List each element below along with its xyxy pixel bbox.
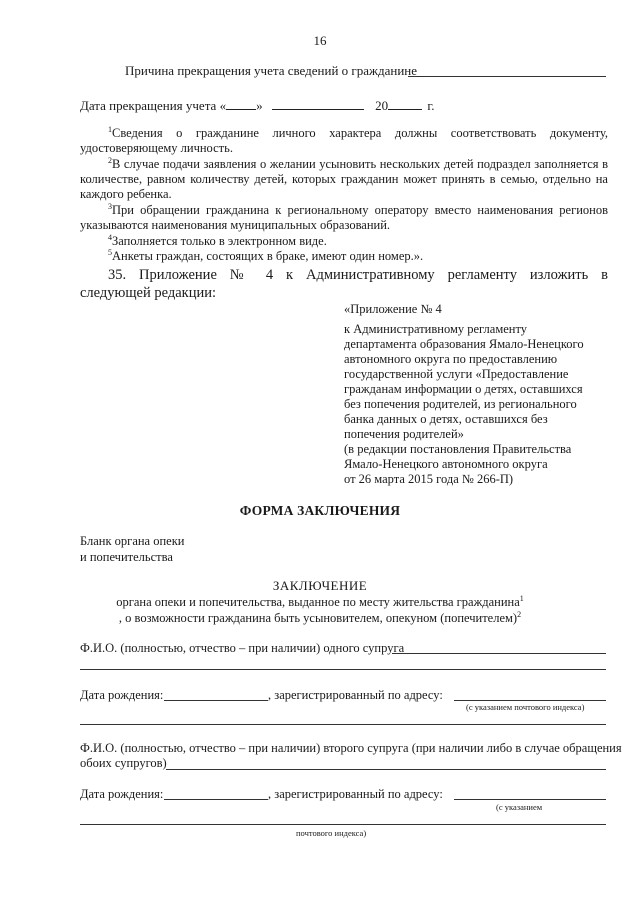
day-blank [226,97,256,110]
date-label-prefix: Дата прекращения учета « [80,98,227,113]
conclusion-sub-2 [0,611,640,626]
fio1-field-line[interactable] [392,653,606,654]
footnote-1-text: Сведения о гражданине личного характера должны соответствовать документу, удостоверяющему личность. [80,126,608,155]
conclusion-heading: ЗАКЛЮЧЕНИЕ [272,578,368,593]
reg2-label: , зарегистрированный по адресу: [268,787,443,801]
reg1-label: , зарегистрированный по адресу: [268,688,443,702]
footnote-2-number: 2 [108,156,112,165]
appendix-line: Ямало-Ненецкого автономного округа [344,457,548,471]
appendix-title: «Приложение № 4 [344,302,442,316]
birth1-field-line[interactable] [164,700,268,701]
birth2-label: Дата рождения: [80,787,164,801]
footnote-5 [80,249,608,264]
blank-line-2: и попечительства [80,550,173,564]
appendix-lines [344,322,584,487]
postal-hint-2a: (с указанием [496,802,543,812]
form-title: ФОРМА ЗАКЛЮЧЕНИЯ [239,503,401,518]
appendix-line: к Административному регламенту [344,322,528,336]
address2-field-line[interactable] [80,824,606,825]
appendix-line: департамента образования Ямало-Ненецкого [344,337,584,351]
footnote-3 [80,203,608,233]
reason-label: Причина прекращения учета сведений о гражданине [125,63,418,78]
blank-line-1: Бланк органа опеки [80,534,185,548]
reg1-field-line[interactable] [454,700,606,701]
conclusion-sub-1 [0,595,640,610]
year-blank [388,97,422,110]
fio1-label: Ф.И.О. (полностью, отчество – при наличии) одного супруга [80,641,405,655]
year-prefix: 20 [375,98,389,113]
appendix-line: автономного округа по предоставлению [344,352,558,366]
appendix-line: без попечения родителей, из регионального [344,397,577,411]
date-label-close: » [256,98,263,113]
reg2-field-line[interactable] [454,799,606,800]
footnote-1-number: 1 [108,125,112,134]
address1-field-line[interactable] [80,724,606,725]
appendix-line: государственной услуги «Предоставление [344,367,569,381]
footnote-4-text: Заполняется только в электронном виде. [112,234,327,248]
fio2-label-line-2: обоих супругов) [80,756,167,770]
footnote-5-number: 5 [108,248,112,257]
postal-hint-2b: почтового индекса) [296,828,367,838]
footnote-5-text: Анкеты граждан, состоящих в браке, имеют один номер.». [112,249,424,263]
conclusion-sub-1-text: органа опеки и попечительства, выданное по месту жительства гражданина [116,595,520,609]
conclusion-sub-2-text: , о возможности гражданина быть усыновителем, опекуном (попечителем) [118,611,518,625]
appendix-line: банка данных о детях, оставшихся без [344,412,548,426]
appendix-line: от 26 марта 2015 года № 266-П) [344,472,514,486]
postal-hint-1: (с указанием почтового индекса) [466,702,585,712]
appendix-line: попечения родителей» [344,427,464,441]
birth2-field-line[interactable] [164,799,268,800]
fio2-label-line-1: Ф.И.О. (полностью, отчество – при наличии) второго супруга (при наличии либо в случае обращения [80,741,622,755]
fio2-field-line[interactable] [166,769,606,770]
fio1-field-line-2[interactable] [80,669,606,670]
date-stop-row [80,97,434,114]
footnote-1 [80,126,608,156]
birth1-label: Дата рождения: [80,688,164,702]
footnote-3-number: 3 [108,202,112,211]
reason-underline [408,76,606,77]
year-suffix: г. [427,98,435,113]
conclusion-sub-2-sup: 2 [517,610,522,619]
footnote-4-number: 4 [108,233,112,242]
conclusion-sub-1-sup: 1 [519,594,524,603]
item35-line1: 35. Приложение № 4 к Административному регламенту изложить в [108,267,608,283]
footnote-2 [80,157,608,202]
month-blank [272,97,364,110]
appendix-line: (в редакции постановления Правительства [344,442,572,456]
footnote-3-text: При обращении гражданина к региональному оператору вместо наименования регионов указываются наименования муниципальных образований. [80,203,608,232]
page-number: 16 [313,33,327,48]
blank-header [80,533,184,565]
appendix-line: гражданам информации о детях, оставшихся [344,382,583,396]
item35-line2: следующей редакции: [80,285,217,301]
footnote-4 [80,234,608,249]
footnote-2-text: В случае подачи заявления о желании усыновить нескольких детей подраздел заполняется в количестве, равном количеству детей, которых гражданин может принять в семью, отдельно на каждого ребенка. [80,157,608,201]
